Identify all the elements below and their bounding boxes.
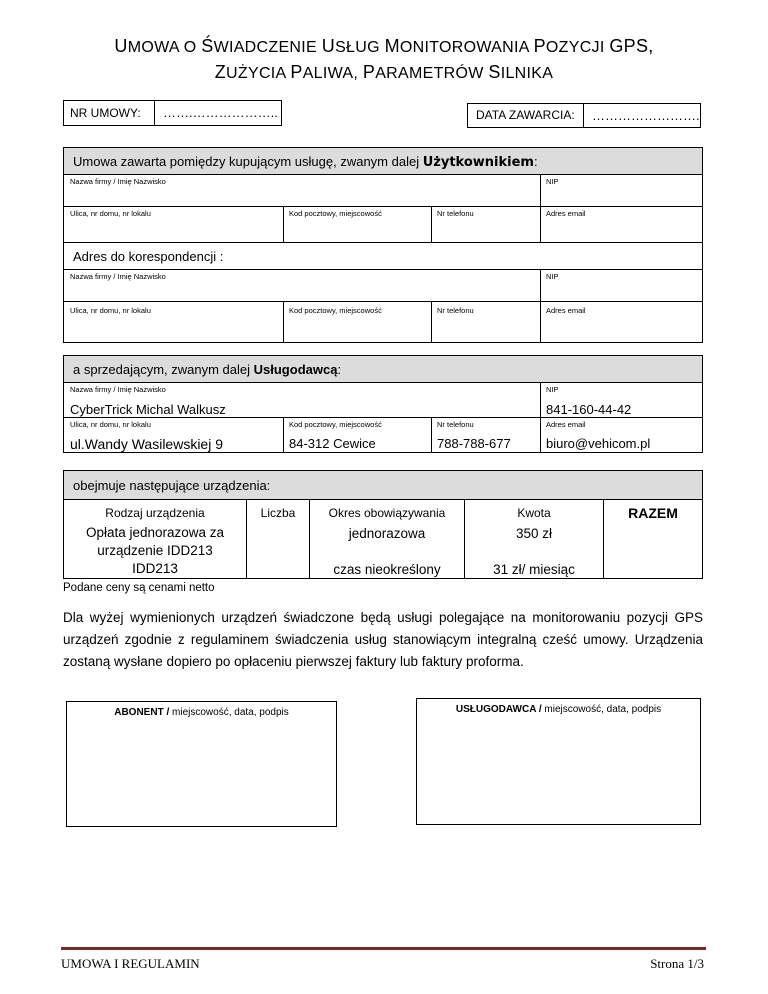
contract-number-field[interactable]: …….………………..: [154, 100, 282, 126]
user-street-field[interactable]: [63, 206, 284, 243]
provider-name-value: CyberTrick Michal Walkusz: [70, 402, 226, 417]
doc-title-line1: UMOWA O ŚWIADCZENIE USŁUG MONITOROWANIA POZYCJI GPS,: [114, 36, 654, 56]
provider-signature-box[interactable]: [416, 698, 701, 825]
provider-nip-field[interactable]: [540, 382, 703, 418]
terms-paragraph: Dla wyżej wymienionych urządzeń świadczone będą usługi polegające na monitorowaniu pozycji GPS urządzeń zgodnie z regulaminem świadczenia usług stanowiącym integralną cześć umowy. Urządzenia zostaną wysłane dopiero po opłaceniu pierwszej faktury lub faktury proforma.: [63, 610, 703, 669]
provider-name-field[interactable]: [63, 382, 541, 418]
provider-phone-field[interactable]: [431, 417, 541, 453]
device-row-2-amount: 31 zł/ miesiąc: [493, 562, 575, 577]
provider-nip-value: 841-160-44-42: [546, 402, 632, 417]
field-label: Nazwa firmy / Imię Nazwisko: [70, 177, 166, 186]
col-header-type: Rodzaj urządzenia: [105, 506, 205, 520]
corr-name-field[interactable]: [63, 269, 541, 302]
provider-phone-value: 788-788-677: [437, 436, 511, 451]
field-label: Nr telefonu: [437, 209, 474, 218]
device-row-1-period: jednorazowa: [348, 526, 426, 541]
field-label: Kod pocztowy, miejscowość: [289, 306, 382, 315]
provider-email-value: biuro@vehicom.pl: [546, 436, 651, 451]
user-postal-field[interactable]: [283, 206, 432, 243]
device-row-2-type: IDD213: [132, 561, 178, 576]
user-name-field[interactable]: [63, 174, 541, 207]
field-label: Ulica, nr domu, nr lokalu: [70, 209, 151, 218]
field-label: Kod pocztowy, miejscowość: [289, 420, 382, 429]
subscriber-signature-label: ABONENT / miejscowość, data, podpis: [114, 707, 289, 718]
provider-signature-label: USŁUGODAWCA / miejscowość, data, podpis: [455, 704, 662, 715]
field-label: Nr telefonu: [437, 420, 474, 429]
devices-col-period: [309, 499, 465, 579]
field-label: Nazwa firmy / Imię Nazwisko: [70, 385, 166, 394]
corr-email-field[interactable]: [540, 301, 703, 343]
device-row-2-period: czas nieokreślony: [333, 562, 441, 577]
doc-title-line2: ZUŻYCIA PALIWA, PARAMETRÓW SILNIKA: [214, 62, 554, 82]
contract-date-label: DATA ZAWARCIA:: [467, 103, 584, 128]
device-row-1-type: Opłata jednorazowa za urządzenie IDD213: [85, 525, 225, 558]
field-label: NIP: [546, 385, 559, 394]
devices-section-header: obejmuje następujące urządzenia:: [63, 470, 703, 500]
user-nip-field[interactable]: [540, 174, 703, 207]
user-phone-field[interactable]: [431, 206, 541, 243]
corr-street-field[interactable]: [63, 301, 284, 343]
provider-street-field[interactable]: [63, 417, 284, 453]
col-header-period: Okres obowiązywania: [328, 506, 446, 520]
corr-postal-field[interactable]: [283, 301, 432, 343]
field-label: Nazwa firmy / Imię Nazwisko: [70, 272, 166, 281]
col-header-amount: Kwota: [517, 506, 551, 520]
field-label: Adres email: [546, 306, 586, 315]
field-label: Ulica, nr domu, nr lokalu: [70, 420, 151, 429]
devices-col-amount: [464, 499, 604, 579]
col-header-total: RAZEM: [628, 505, 678, 521]
devices-col-type: [63, 499, 247, 579]
field-label: Ulica, nr domu, nr lokalu: [70, 306, 151, 315]
prices-note: Podane ceny są cenami netto: [63, 582, 215, 594]
corr-phone-field[interactable]: [431, 301, 541, 343]
field-label: Adres email: [546, 420, 586, 429]
provider-postal-value: 84-312 Cewice: [289, 436, 376, 451]
user-section-header: Umowa zawarta pomiędzy kupującym usługę, zwanym dalej Użytkownikiem:: [63, 147, 703, 175]
device-row-1-amount: 350 zł: [515, 526, 553, 541]
devices-col-count: [246, 499, 310, 579]
footer-left-text: UMOWA I REGULAMIN: [61, 956, 200, 971]
footer-rule: [61, 947, 706, 950]
subscriber-signature-box[interactable]: [66, 701, 337, 827]
field-label: NIP: [546, 272, 559, 281]
provider-postal-field[interactable]: [283, 417, 432, 453]
provider-email-field[interactable]: [540, 417, 703, 453]
contract-number-label: NR UMOWY:: [63, 100, 155, 126]
user-email-field[interactable]: [540, 206, 703, 243]
devices-col-total: [603, 499, 703, 579]
contract-date-field[interactable]: …………………….: [583, 103, 701, 128]
field-label: Nr telefonu: [437, 306, 474, 315]
correspondence-header: Adres do korespondencji :: [63, 242, 703, 270]
provider-street-value: ul.Wandy Wasilewskiej 9: [70, 436, 224, 452]
corr-nip-field[interactable]: [540, 269, 703, 302]
field-label: Kod pocztowy, miejscowość: [289, 209, 382, 218]
field-label: Adres email: [546, 209, 586, 218]
field-label: NIP: [546, 177, 559, 186]
provider-section-header: a sprzedającym, zwanym dalej Usługodawcą:: [63, 355, 703, 383]
footer-page-number: Strona 1/3: [650, 956, 704, 971]
col-header-count: Liczba: [260, 506, 296, 520]
